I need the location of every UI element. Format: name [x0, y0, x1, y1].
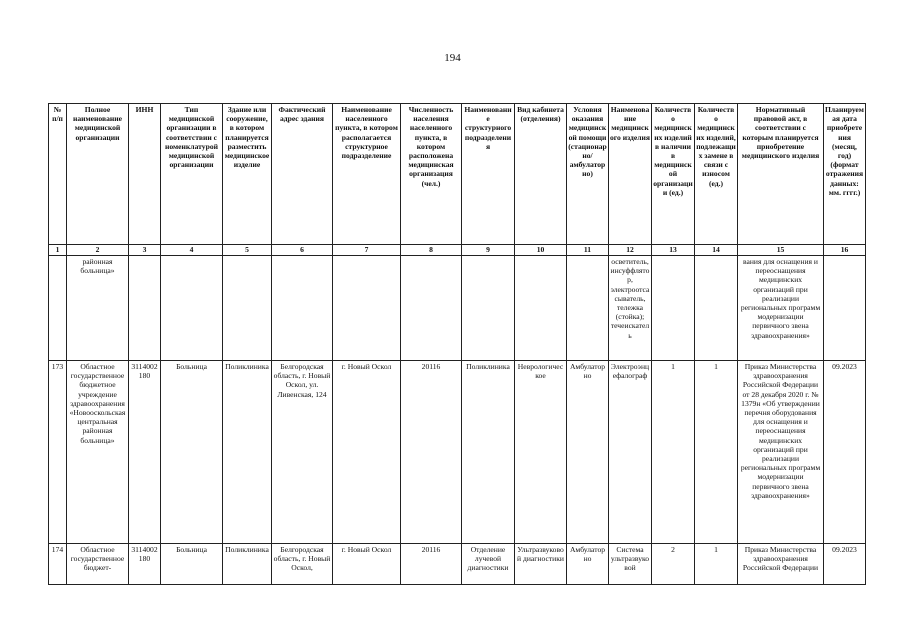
column-number: 3 — [129, 245, 161, 256]
table-cell — [462, 256, 515, 361]
table-row — [49, 256, 866, 361]
table-cell: 1 — [652, 361, 695, 544]
table-cell: 173 — [49, 361, 67, 544]
column-header: Планируемая дата приобретения (месяц, год) (формат отражения данных: мм. гггг.) — [824, 104, 866, 245]
table-cell — [333, 256, 401, 361]
column-header: Полное наименование медицинской организации — [67, 104, 129, 245]
table-cell: районная больница» — [67, 256, 129, 361]
table-cell: Амбулаторно — [567, 544, 609, 585]
column-header: Вид кабинета (отделения) — [515, 104, 567, 245]
column-header: Здание или сооружение, в котором планируется разместить медицинское изделие — [223, 104, 272, 245]
column-number-row — [49, 245, 866, 256]
column-header: Количество медицинских изделий, подлежащих замене в связи с износом (ед.) — [695, 104, 738, 245]
column-number: 7 — [333, 245, 401, 256]
table-cell: Белгородская область, г. Новый Оскол, ул. Ливенская, 124 — [272, 361, 333, 544]
table-cell: Белгородская область, г. Новый Оскол, — [272, 544, 333, 585]
table-cell: Ультразвуковой диагностики — [515, 544, 567, 585]
column-number: 15 — [738, 245, 824, 256]
column-header: Численность населения населенного пункта, в котором расположена медицинская организация (чел.) — [401, 104, 462, 245]
table-cell — [161, 256, 223, 361]
column-header: Фактический адрес здания — [272, 104, 333, 245]
table-cell: Электроэнцефалограф — [609, 361, 652, 544]
table-cell — [695, 256, 738, 361]
table-cell: Отделение лучевой диагностики — [462, 544, 515, 585]
table-cell — [223, 256, 272, 361]
column-number: 9 — [462, 245, 515, 256]
table-row — [49, 544, 866, 585]
medical-equipment-table — [48, 103, 866, 585]
table-cell — [567, 256, 609, 361]
table-cell: осветитель, инсуффлятор, электроотсасыватель, тележка (стойка); течеискатель — [609, 256, 652, 361]
table-cell: 09.2023 — [824, 544, 866, 585]
table-cell: 3114002180 — [129, 544, 161, 585]
page-number: 194 — [444, 52, 461, 64]
column-number: 12 — [609, 245, 652, 256]
table-cell: вания для оснащения и переоснащения медицинских организаций при реализации региональных программ модернизации первичного звена здравоохранения» — [738, 256, 824, 361]
column-header: Нормативный правовой акт, в соответствии с которым планируется приобретение медицинского изделия — [738, 104, 824, 245]
table-cell — [401, 256, 462, 361]
table-cell: 20116 — [401, 544, 462, 585]
table-cell: Приказ Министерства здравоохранения Российской Федерации от 28 декабря 2020 г. № 1379н «Об утверждении перечня оборудования для оснащения и переоснащения медицинских организаций при реализации региональных программ модернизации первичного звена здравоохранения» — [738, 361, 824, 544]
table-cell — [652, 256, 695, 361]
table-cell: Больница — [161, 361, 223, 544]
column-number: 13 — [652, 245, 695, 256]
column-number: 5 — [223, 245, 272, 256]
table-cell: Неврологическое — [515, 361, 567, 544]
table-cell — [272, 256, 333, 361]
table-cell: Областное государственное бюджет- — [67, 544, 129, 585]
table-cell: Система ультразвуковой — [609, 544, 652, 585]
column-header: Тип медицинской организации в соответствии с номенклатурой медицинской организации — [161, 104, 223, 245]
column-header: Условия оказания медицинской помощи (стационарно/ амбулаторно) — [567, 104, 609, 245]
table-cell — [824, 256, 866, 361]
column-header: Наименование населенного пункта, в котором располагается структурное подразделение — [333, 104, 401, 245]
table-row — [49, 361, 866, 544]
table-cell — [129, 256, 161, 361]
column-header: Наименование медицинского изделия — [609, 104, 652, 245]
column-number: 4 — [161, 245, 223, 256]
column-number: 10 — [515, 245, 567, 256]
table-cell: г. Новый Оскол — [333, 361, 401, 544]
table-cell: 20116 — [401, 361, 462, 544]
column-header: № п/п — [49, 104, 67, 245]
column-number: 16 — [824, 245, 866, 256]
column-header: Количество медицинских изделий в наличии в медицинской организации (ед.) — [652, 104, 695, 245]
table-cell: 3114002180 — [129, 361, 161, 544]
table-cell: 1 — [695, 361, 738, 544]
table-body — [49, 256, 866, 585]
column-number: 14 — [695, 245, 738, 256]
column-number: 2 — [67, 245, 129, 256]
table-cell: 174 — [49, 544, 67, 585]
table-cell: Поликлиника — [462, 361, 515, 544]
table-cell: Поликлиника — [223, 544, 272, 585]
table-cell: Поликлиника — [223, 361, 272, 544]
column-number: 11 — [567, 245, 609, 256]
table-cell: г. Новый Оскол — [333, 544, 401, 585]
column-header: Наименование структурного подразделения — [462, 104, 515, 245]
table-cell — [49, 256, 67, 361]
column-number: 8 — [401, 245, 462, 256]
table-cell: Амбулаторно — [567, 361, 609, 544]
table-cell: 2 — [652, 544, 695, 585]
table-cell: Больница — [161, 544, 223, 585]
table-cell: 09.2023 — [824, 361, 866, 544]
column-header: ИНН — [129, 104, 161, 245]
table-cell — [515, 256, 567, 361]
column-number: 6 — [272, 245, 333, 256]
header-row — [49, 104, 866, 245]
table-cell: 1 — [695, 544, 738, 585]
table-cell: Приказ Министерства здравоохранения Российской Федерации — [738, 544, 824, 585]
column-number: 1 — [49, 245, 67, 256]
table-cell: Областное государственное бюджетное учреждение здравоохранения «Новооскольская центральная районная больница» — [67, 361, 129, 544]
